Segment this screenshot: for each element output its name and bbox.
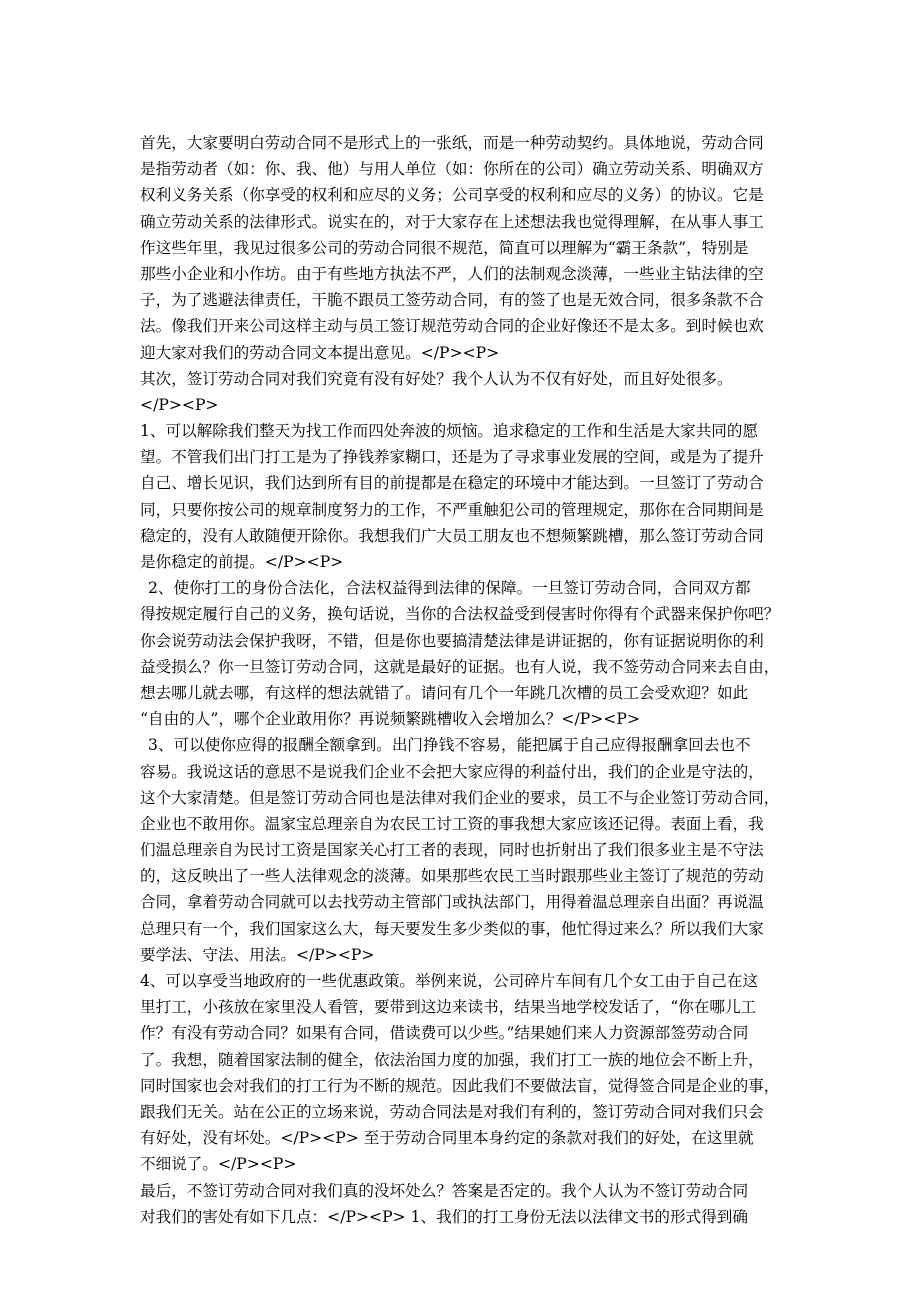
text-line: 容易。我说这话的意思不是说我们企业不会把大家应得的利益付出，我们的企业是守法的，	[140, 762, 764, 781]
text-line: 了。我想，随着国家法制的健全，依法治国力度的加强，我们打工一族的地位会不断上升，	[140, 1050, 764, 1069]
text-line: 4、可以享受当地政府的一些优惠政策。举例来说，公司碎片车间有几个女工由于自己在这	[140, 972, 759, 990]
text-line: 1、可以解除我们整天为找工作而四处奔波的烦恼。追求稳定的工作和生活是大家共同的愿	[140, 422, 759, 441]
text-line: 企业也不敢用你。温家宝总理亲自为农民工讨工资的事我想大家应该还记得。表面上看，我	[140, 814, 764, 833]
text-line: 权利义务关系（你享受的权利和应尽的义务；公司享受的权利和应尽的义务）的协议。它是	[140, 186, 764, 205]
text-line: 不细说了。</P><P>	[140, 1155, 297, 1174]
text-line: 3、可以使你应得的报酬全额拿到。出门挣钱不容易，能把属于自己应得报酬拿回去也不	[148, 736, 751, 755]
text-line	[140, 1230, 800, 1256]
text-line: 得按规定履行自己的义务，换句话说，当你的合法权益受到侵害时你得有个武器来保护你吧？	[140, 605, 780, 624]
text-line: 要学法、守法、用法。</P><P>	[140, 945, 375, 964]
text-line: </P><P>	[140, 395, 219, 414]
text-line: 自己、增长见识，我们达到所有目的前提都是在稳定的环境中才能达到。一旦签订了劳动合	[140, 474, 764, 493]
text-line: 你会说劳动法会保护我呀，不错，但是你也要搞清楚法律是讲证据的，你有证据说明你的利	[140, 631, 764, 650]
text-line: 望。不管我们出门打工是为了挣钱养家糊口，还是为了寻求事业发展的空间，或是为了提升	[140, 448, 764, 467]
text-line: 作？有没有劳动合同？如果有合同，借读费可以少些。”结果她们来人力资源部签劳动合同	[140, 1024, 749, 1043]
text-line: 是你稳定的前提。</P><P>	[140, 553, 344, 571]
text-line: 总理只有一个，我们国家这么大，每天要发生多少类似的事，他忙得过来么？所以我们大家	[140, 919, 764, 938]
text-line: 有好处，没有坏处。</P><P> 至于劳动合同里本身约定的条款对我们的好处，在这里就	[140, 1129, 754, 1148]
text-line: 跟我们无关。站在公正的立场来说，劳动合同法是对我们有利的，签订劳动合同对我们只会	[140, 1102, 764, 1121]
text-line: 迎大家对我们的劳动合同文本提出意见。</P><P>	[140, 343, 500, 362]
text-line: 其次，签订劳动合同对我们究竟有没有好处？我个人认为不仅有好处，而且好处很多。	[140, 369, 733, 388]
text-line: 益受损么？你一旦签订劳动合同，这就是最好的证据。也有人说，我不签劳动合同来去自由，	[140, 657, 780, 676]
text-line: “自由的人”，哪个企业敢用你？再说频繁跳槽收入会增加么？</P><P>	[140, 710, 640, 729]
text-line: 稳定的，没有人敢随便开除你。我想我们广大员工朋友也不想频繁跳槽，那么签订劳动合同	[140, 526, 764, 545]
text-line: 法。像我们开来公司这样主动与员工签订规范劳动合同的企业好像还不是太多。到时候也欢	[140, 317, 764, 336]
text-line: 作这些年里，我见过很多公司的劳动合同很不规范，简直可以理解为“霸王条款”，特别是	[140, 238, 749, 257]
text-line: 同时国家也会对我们的打工行为不断的规范。因此我们不要做法盲，觉得签合同是企业的事，	[140, 1076, 780, 1095]
text-line: 那些小企业和小作坊。由于有些地方执法不严，人们的法制观念淡薄，一些业主钻法律的空	[140, 264, 764, 283]
text-line: 想去哪儿就去哪，有这样的想法就错了。请问有几个一年跳几次槽的员工会受欢迎？如此	[140, 683, 749, 702]
document-body	[140, 130, 800, 1256]
text-line: 对我们的害处有如下几点：</P><P> 1、我们的打工身份无法以法律文书的形式得到确	[140, 1207, 748, 1226]
text-line: 是指劳动者（如：你、我、他）与用人单位（如：你所在的公司）确立劳动关系、明确双方	[140, 160, 764, 179]
text-line: 这个大家清楚。但是签订劳动合同也是法律对我们企业的要求，员工不与企业签订劳动合同，	[140, 788, 780, 807]
text-line: 最后，不签订劳动合同对我们真的没坏处么？答案是否定的。我个人认为不签订劳动合同	[140, 1181, 749, 1200]
text-line: 2、使你打工的身份合法化，合法权益得到法律的保障。一旦签订劳动合同，合同双方都	[148, 579, 751, 598]
text-line: 确立劳动关系的法律形式。说实在的，对于大家存在上述想法我也觉得理解，在从事人事工	[140, 212, 764, 231]
text-line: 首先，大家要明白劳动合同不是形式上的一张纸，而是一种劳动契约。具体地说，劳动合同	[140, 134, 764, 152]
text-line: 合同，拿着劳动合同就可以去找劳动主管部门或执法部门，用得着温总理亲自出面？再说温	[140, 893, 764, 912]
text-line: 同，只要你按公司的规章制度努力的工作，不严重触犯公司的管理规定，那你在合同期间是	[140, 500, 764, 519]
text-line: 里打工，小孩放在家里没人看管，要带到这边来读书，结果当地学校发话了，“你在哪儿工	[140, 998, 757, 1017]
text-line: 们温总理亲自为民讨工资是国家关心打工者的表现，同时也折射出了我们很多业主是不守法	[140, 841, 764, 860]
text-line: 子，为了逃避法律责任，干脆不跟员工签劳动合同，有的签了也是无效合同，很多条款不合	[140, 291, 764, 310]
text-line: 的，这反映出了一些人法律观念的淡薄。如果那些农民工当时跟那些业主签订了规范的劳动	[140, 867, 764, 886]
